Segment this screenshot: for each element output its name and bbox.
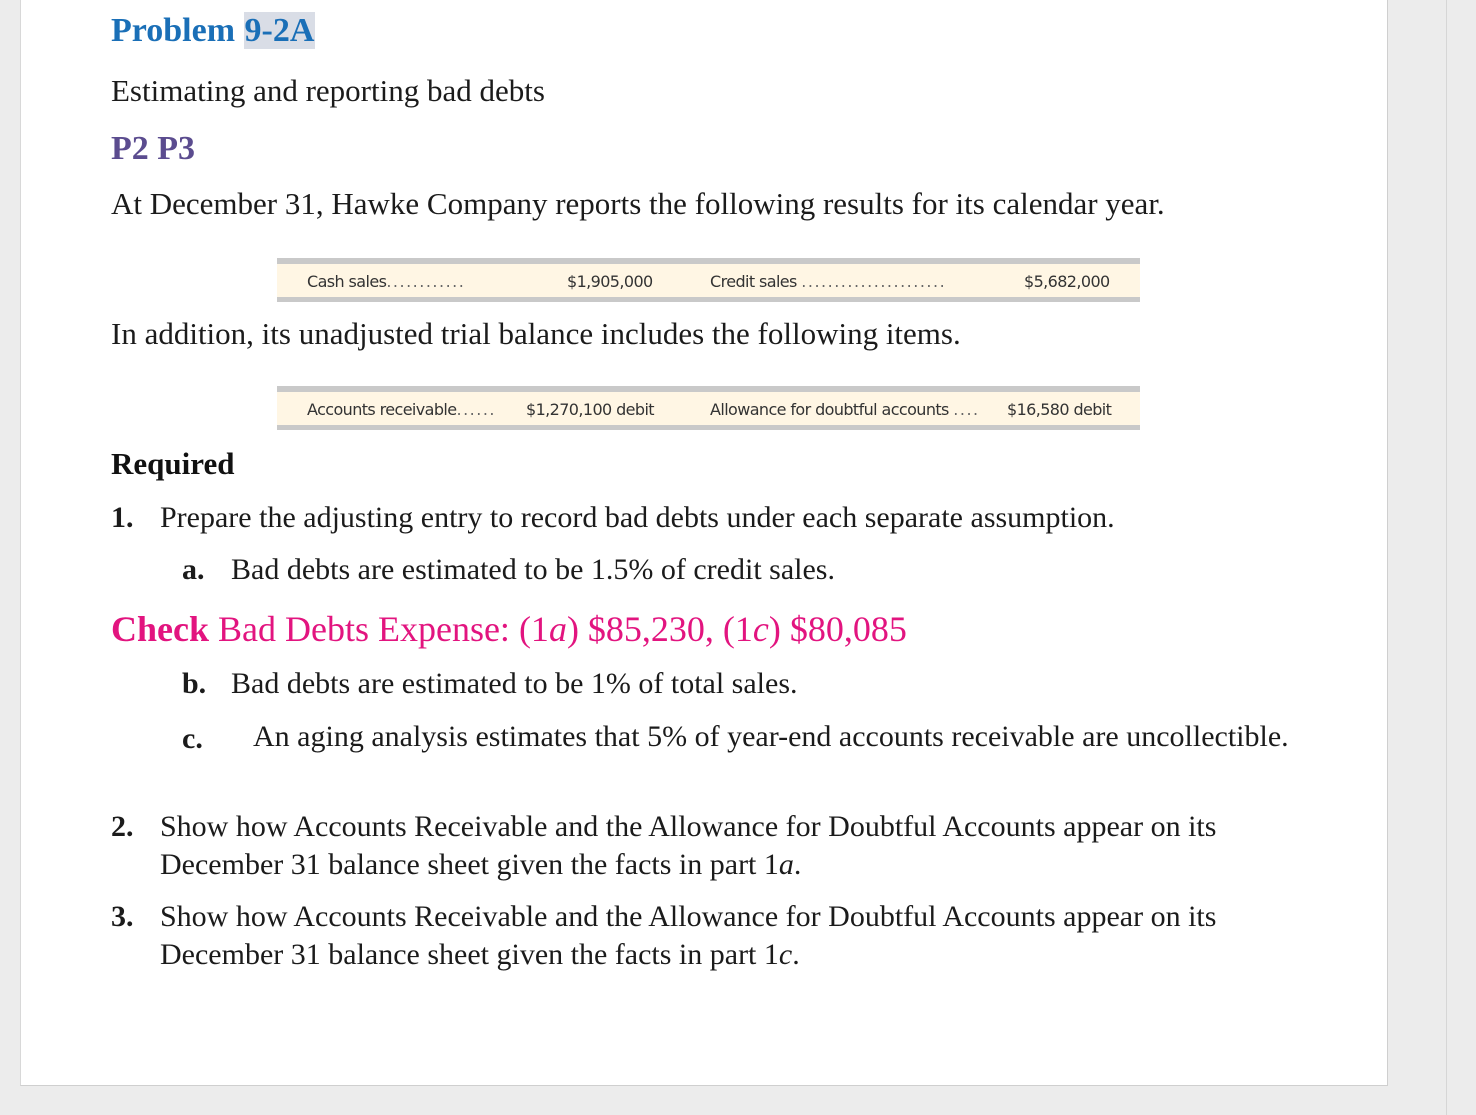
intro-paragraph: At December 31, Hawke Company reports the following results for its calendar year. (111, 186, 1165, 221)
requirement-1b-letter: b. (182, 667, 207, 700)
sales-table (277, 258, 1140, 302)
accounts-receivable-cell (307, 400, 496, 419)
requirement-2-body: Show how Accounts Receivable and the Allowance for Doubtful Accounts appear on its December 31 balance sheet given the facts in part 1 (160, 810, 1217, 881)
requirement-2-number: 2. (111, 810, 134, 843)
requirement-1-number: 1. (111, 501, 134, 534)
requirement-1a-text: Bad debts are estimated to be 1.5% of credit sales. (231, 553, 835, 586)
check-text-1: Bad Debts Expense: (1 (218, 609, 549, 649)
credit-sales-value: $5,682,000 (1024, 272, 1110, 291)
credit-sales-dots: ...................... (801, 272, 947, 291)
problem-number[interactable]: 9-2A (244, 12, 315, 49)
document-page (20, 0, 1388, 1086)
check-part-a: a (548, 609, 567, 649)
credit-sales-cell (710, 272, 946, 291)
check-part-c: c (752, 609, 769, 649)
problem-title-prefix: Problem (111, 12, 236, 49)
check-text-3: ) $80,085 (768, 609, 907, 649)
problem-title (111, 12, 315, 50)
allowance-cell (710, 400, 980, 419)
check-label: Check (111, 609, 209, 649)
requirement-2-part: a (778, 848, 794, 881)
requirement-3-number: 3. (111, 900, 134, 933)
requirement-1-text: Prepare the adjusting entry to record bad debts under each separate assumption. (160, 501, 1115, 534)
requirement-3-text: Show how Accounts Receivable and the Allowance for Doubtful Accounts appear on its December 31 balance sheet given the facts in part 1c. (160, 900, 1217, 971)
allowance-label: Allowance for doubtful accounts (710, 400, 949, 419)
cash-sales-value: $1,905,000 (567, 272, 653, 291)
requirement-3-body: Show how Accounts Receivable and the Allowance for Doubtful Accounts appear on its December 31 balance sheet given the facts in part 1 (160, 900, 1217, 971)
requirement-1a-letter: a. (182, 553, 205, 586)
accounts-receivable-label: Accounts receivable (307, 400, 457, 419)
accounts-receivable-dots: ...... (456, 400, 497, 419)
cash-sales-dots: ............ (386, 272, 466, 291)
problem-subtitle: Estimating and reporting bad debts (111, 73, 545, 108)
check-figure (111, 608, 907, 650)
cash-sales-label: Cash sales (307, 272, 387, 291)
requirement-1c-letter: c. (182, 722, 203, 755)
allowance-dots: .... (953, 400, 980, 419)
required-heading: Required (111, 446, 235, 481)
accounts-receivable-value: $1,270,100 debit (526, 400, 654, 419)
vertical-scrollbar[interactable] (1446, 0, 1476, 1115)
requirement-2-text: Show how Accounts Receivable and the Allowance for Doubtful Accounts appear on its December 31 balance sheet given the facts in part 1a. (160, 810, 1217, 881)
requirement-3-part: c (778, 938, 793, 971)
check-text-2: ) $85,230, (1 (566, 609, 753, 649)
trial-balance-paragraph: In addition, its unadjusted trial balance includes the following items. (111, 316, 961, 351)
learning-objective-codes: P2 P3 (111, 130, 196, 167)
trial-balance-table (277, 386, 1140, 430)
requirement-1b-text: Bad debts are estimated to be 1% of total sales. (231, 667, 798, 700)
requirement-1c-text: An aging analysis estimates that 5% of year-end accounts receivable are uncollectible. (253, 720, 1289, 753)
allowance-value: $16,580 debit (1007, 400, 1112, 419)
credit-sales-label: Credit sales (710, 272, 797, 291)
cash-sales-cell (307, 272, 465, 291)
